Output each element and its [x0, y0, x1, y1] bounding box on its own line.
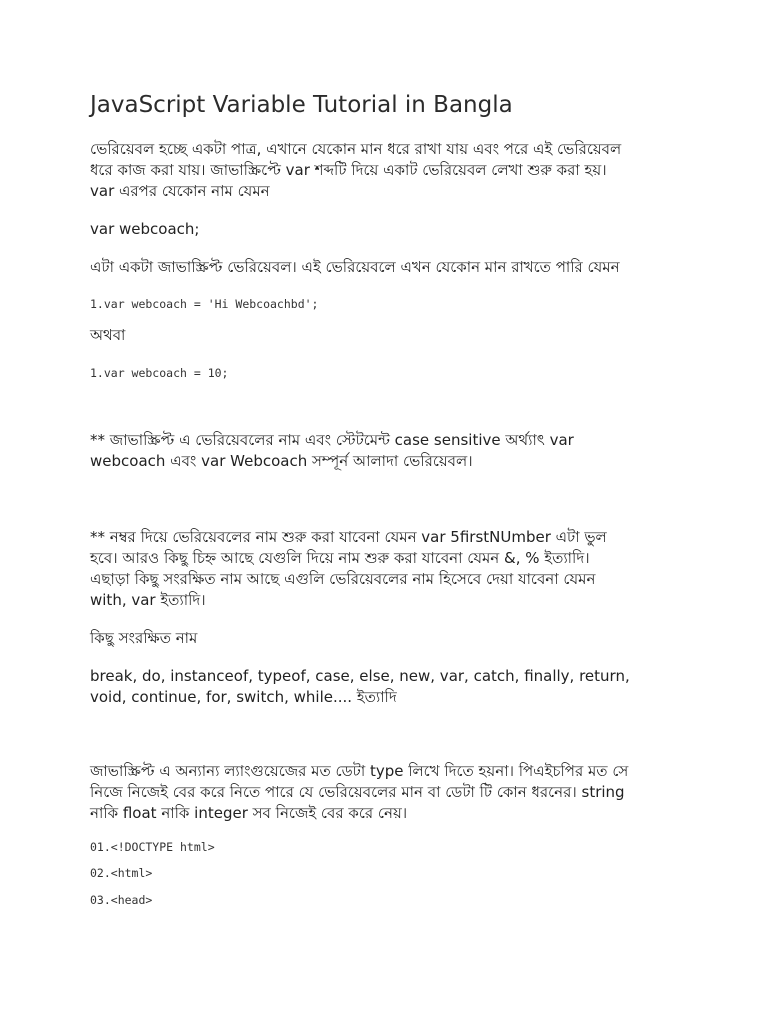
case-sensitive-note — [90, 430, 680, 472]
naming-rules-note — [90, 527, 680, 611]
intro-line-3: var এরপর যেকোন নাম যেমন — [90, 182, 270, 200]
explain-line: এটা একটা জাভাস্ক্রিপ্ট ভেরিয়েবল। এই ভেরিয়েবলে এখন যেকোন মান রাখতে পারি যেমন — [90, 258, 620, 276]
note2-line-2: হবে। আরও কিছু চিহ্ন আছে যেগুলি দিয়ে নাম শুরু করা যাবেনা যেমন &, % ইত্যাদি। — [90, 549, 590, 567]
reserved-heading: কিছু সংরক্ষিত নাম — [90, 629, 198, 647]
code-listing-line-3: 03.<head> — [90, 893, 153, 907]
intro-line-1: ভেরিয়েবল হচ্ছে একটা পাত্র, এখানে যেকোন মান ধরে রাখা যায় এবং পরে এই ভেরিয়েবল — [90, 140, 622, 158]
intro-line-2: ধরে কাজ করা যায়। জাভাস্ক্রিপ্টে var শব্দটি দিয়ে একাট ভেরিয়েবল লেখা শুরু করা হয়। — [90, 161, 607, 179]
reserved-line-2: void, continue, for, switch, while.... ইত্যাদি — [90, 688, 397, 706]
typing-line-2: নিজে নিজেই বের করে নিতে পারে যে ভেরিয়েবলের মান বা ডেটা টি কোন ধরনের। string — [90, 783, 625, 801]
typing-line-1: জাভাস্ক্রিপ্ট এ অন্যান্য ল্যাংগুয়েজের মত ডেটা type লিখে দিতে হয়না। পিএইচপির মত সে — [90, 762, 629, 780]
explain-paragraph — [90, 257, 680, 278]
note2-line-3: এছাড়া কিছু সংরক্ষিত নাম আছে এগুলি ভেরিয়েবলের নাম হিসেবে দেয়া যাবেনা যেমন — [90, 570, 596, 588]
reserved-line-1: break, do, instanceof, typeof, case, else, new, var, catch, finally, return, — [90, 667, 630, 685]
code-listing-line-2: 02.<html> — [90, 866, 153, 880]
typing-line-3: নাকি float নাকি integer সব নিজেই বের করে নেয়। — [90, 804, 408, 822]
code-example-1: 1.var webcoach = 'Hi Webcoachbd'; — [90, 297, 319, 311]
reserved-list — [90, 666, 680, 708]
note1-line-2: webcoach এবং var Webcoach সম্পূর্ন আলাদা ভেরিয়েবল। — [90, 452, 473, 470]
note1-line-1: ** জাভাস্ক্রিপ্ট এ ভেরিয়েবলের নাম এবং স্টেটমেন্ট case sensitive অর্থ্যাৎ var — [90, 431, 574, 449]
code-example-2: 1.var webcoach = 10; — [90, 366, 229, 380]
typing-note — [90, 761, 680, 824]
note2-line-4: with, var ইত্যাদি। — [90, 591, 206, 609]
or-text: অথবা — [90, 326, 126, 344]
intro-paragraph — [90, 139, 680, 202]
note2-line-1: ** নম্বর দিয়ে ভেরিয়েবলের নাম শুরু করা যাবেনা যেমন var 5firstNUmber এটা ভুল — [90, 528, 607, 546]
code-listing-line-1: 01.<!DOCTYPE html> — [90, 840, 215, 854]
page-title: JavaScript Variable Tutorial in Bangla — [90, 92, 513, 118]
declaration-text: var webcoach; — [90, 220, 200, 238]
